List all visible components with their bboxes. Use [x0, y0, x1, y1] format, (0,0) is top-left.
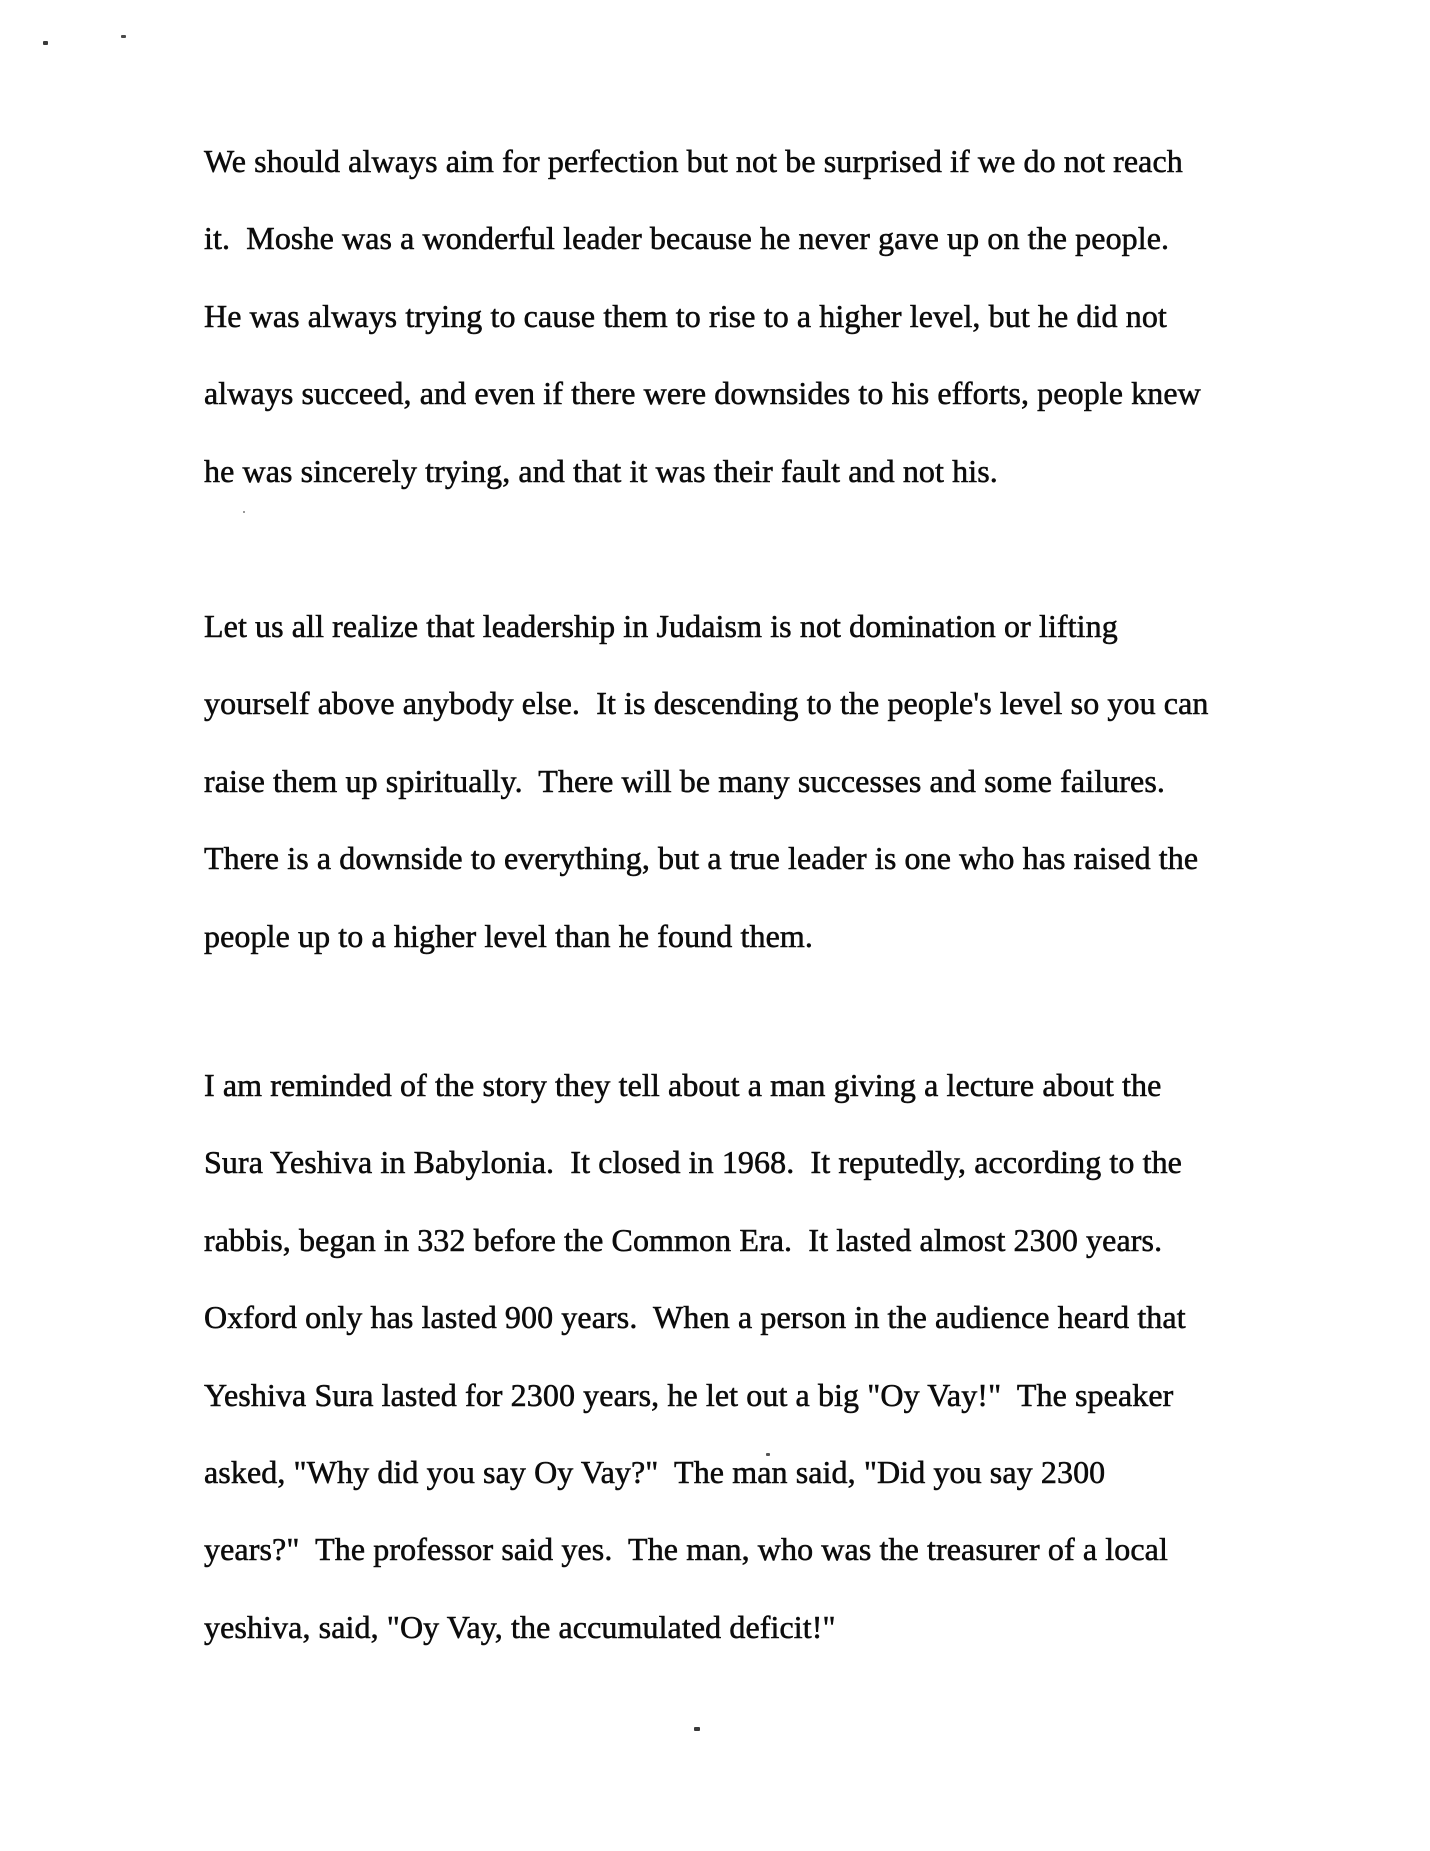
paragraph-1	[204, 123, 1201, 510]
scan-speck	[43, 41, 48, 45]
text-line: rabbis, began in 332 before the Common Era. It lasted almost 2300 years.	[204, 1221, 1163, 1258]
text-line: We should always aim for perfection but not be surprised if we do not reach	[204, 143, 1183, 179]
scan-speck	[694, 1727, 700, 1731]
paragraph-2	[204, 588, 1209, 975]
text-line: Oxford only has lasted 900 years. When a person in the audience heard that	[204, 1299, 1186, 1336]
text-line: There is a downside to everything, but a true leader is one who has raised the	[204, 840, 1199, 877]
text-line: yeshiva, said, "Oy Vay, the accumulated deficit!"	[204, 1608, 836, 1645]
text-line: Yeshiva Sura lasted for 2300 years, he let out a big "Oy Vay!" The speaker	[204, 1376, 1174, 1413]
text-line: yourself above anybody else. It is descending to the people's level so you can	[204, 685, 1209, 722]
text-line: Let us all realize that leadership in Judaism is not domination or lifting	[204, 608, 1118, 644]
paragraph-3	[204, 1047, 1186, 1666]
scan-speck	[121, 35, 126, 38]
text-line: asked, "Why did you say Oy Vay?" The man said, "Did you say 2300	[204, 1453, 1106, 1490]
scan-speck	[243, 511, 245, 513]
text-line: raise them up spiritually. There will be many successes and some failures.	[204, 762, 1166, 799]
text-line: He was always trying to cause them to rise to a higher level, but he did not	[204, 297, 1167, 334]
text-line: he was sincerely trying, and that it was their fault and not his.	[204, 452, 998, 489]
text-line: people up to a higher level than he found them.	[204, 917, 813, 954]
text-line: Sura Yeshiva in Babylonia. It closed in 1968. It reputedly, according to the	[204, 1144, 1182, 1181]
text-line: years?" The professor said yes. The man, who was the treasurer of a local	[204, 1531, 1168, 1568]
text-line: I am reminded of the story they tell about a man giving a lecture about the	[204, 1067, 1162, 1103]
text-line: always succeed, and even if there were downsides to his efforts, people knew	[204, 375, 1201, 412]
text-line: it. Moshe was a wonderful leader because he never gave up on the people.	[204, 220, 1170, 257]
